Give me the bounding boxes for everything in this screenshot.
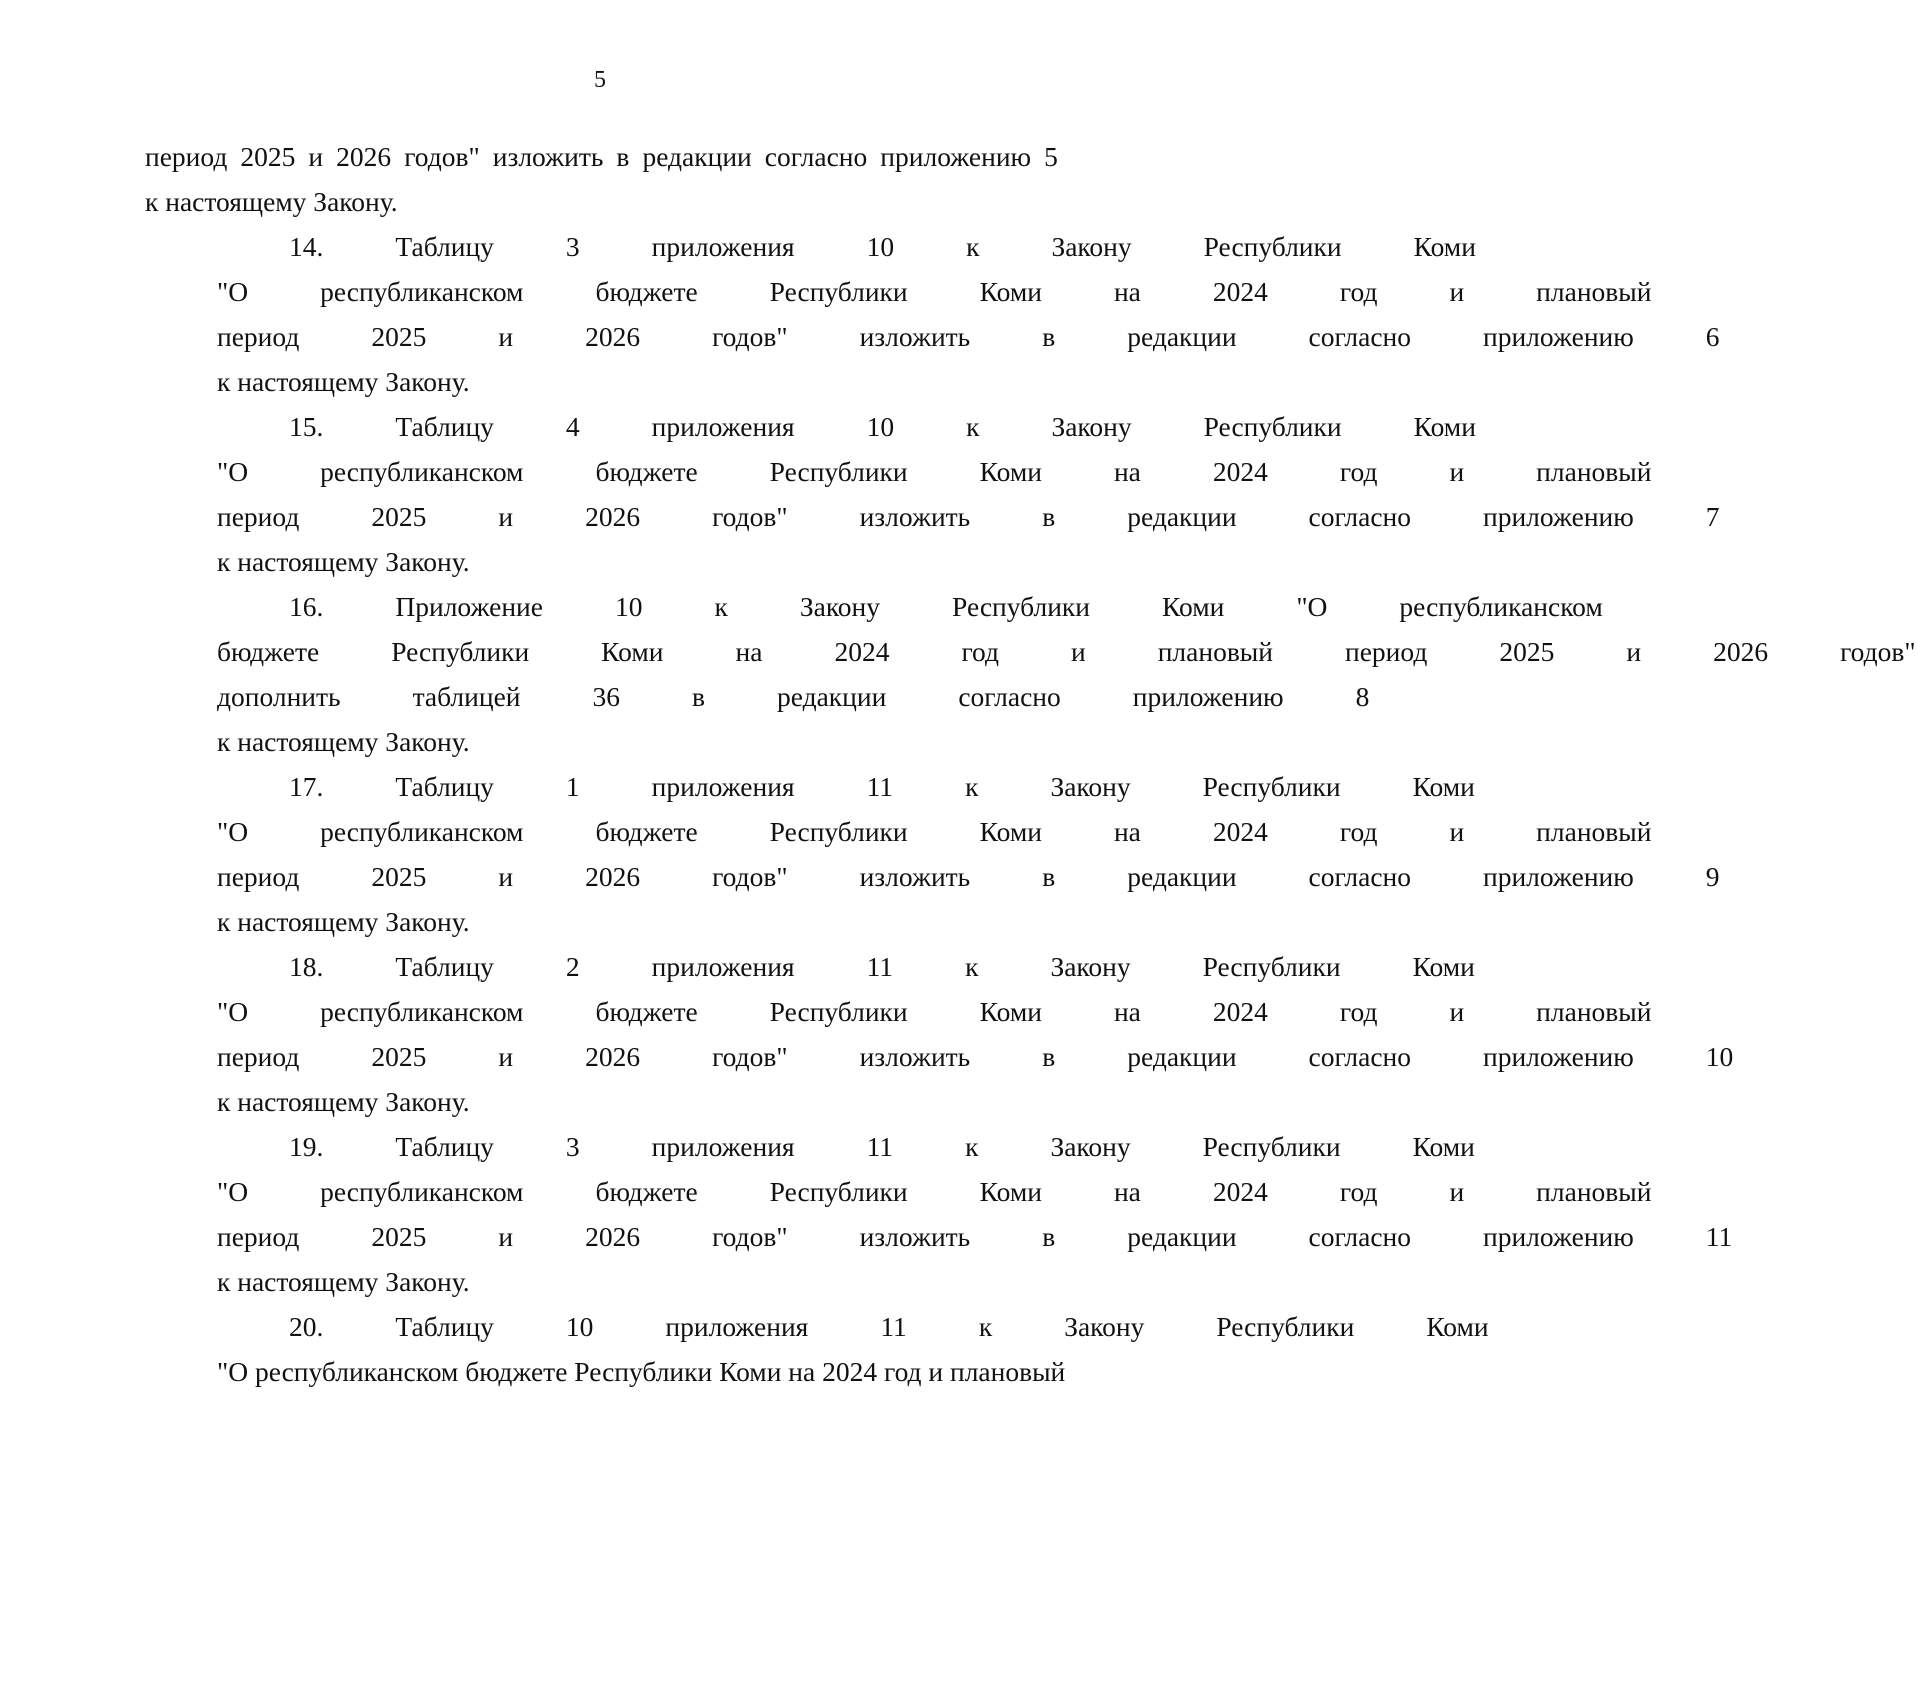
text-line: 20. Таблицу 10 приложения 11 к Закону Республики Коми — [289, 1311, 1489, 1342]
text-line: к настоящему Закону. — [217, 906, 470, 937]
text-line: 19. Таблицу 3 приложения 11 к Закону Республики Коми — [289, 1131, 1475, 1162]
text-line: "О республиканском бюджете Республики Коми на 2024 год и плановый — [217, 1356, 1066, 1387]
text-line: "О республиканском бюджете Республики Коми на 2024 год и плановый — [217, 276, 1652, 307]
text-line: 15. Таблицу 4 приложения 10 к Закону Республики Коми — [289, 411, 1476, 442]
text-line: период 2025 и 2026 годов" изложить в редакции согласно приложению 6 — [217, 321, 1720, 352]
text-line: "О республиканском бюджете Республики Коми на 2024 год и плановый — [217, 1176, 1652, 1207]
page-number: 5 — [594, 67, 606, 93]
text-line: период 2025 и 2026 годов" изложить в редакции согласно приложению 5 — [145, 141, 1058, 172]
text-line: период 2025 и 2026 годов" изложить в редакции согласно приложению 10 — [217, 1041, 1734, 1072]
text-line: "О республиканском бюджете Республики Коми на 2024 год и плановый — [217, 996, 1652, 1027]
paragraph — [145, 1304, 1489, 1394]
text-line: к настоящему Закону. — [217, 366, 470, 397]
text-line: дополнить таблицей 36 в редакции согласно приложению 8 — [217, 681, 1370, 712]
text-line: период 2025 и 2026 годов" изложить в редакции согласно приложению 11 — [217, 1221, 1733, 1252]
text-line: период 2025 и 2026 годов" изложить в редакции согласно приложению 9 — [217, 861, 1720, 892]
text-line: 18. Таблицу 2 приложения 11 к Закону Республики Коми — [289, 951, 1475, 982]
paragraph — [145, 404, 1720, 584]
text-line: к настоящему Закону. — [217, 1086, 470, 1117]
paragraph — [145, 1124, 1733, 1304]
text-line: к настоящему Закону. — [217, 1266, 470, 1297]
document-body — [145, 134, 1916, 1394]
paragraph — [145, 224, 1720, 404]
text-line: "О республиканском бюджете Республики Коми на 2024 год и плановый — [217, 816, 1652, 847]
text-line: 17. Таблицу 1 приложения 11 к Закону Республики Коми — [289, 771, 1475, 802]
paragraph — [145, 944, 1734, 1124]
text-line: бюджете Республики Коми на 2024 год и плановый период 2025 и 2026 годов" — [217, 636, 1916, 667]
paragraph — [145, 584, 1916, 764]
text-line: 14. Таблицу 3 приложения 10 к Закону Республики Коми — [289, 231, 1476, 262]
text-line: к настоящему Закону. — [217, 546, 470, 577]
text-line: "О республиканском бюджете Республики Коми на 2024 год и плановый — [217, 456, 1652, 487]
paragraph — [145, 764, 1720, 944]
text-line: к настоящему Закону. — [217, 726, 470, 757]
paragraph — [145, 134, 1058, 224]
text-line: период 2025 и 2026 годов" изложить в редакции согласно приложению 7 — [217, 501, 1720, 532]
text-line: 16. Приложение 10 к Закону Республики Коми "О республиканском — [289, 591, 1603, 622]
text-line: к настоящему Закону. — [145, 186, 398, 217]
